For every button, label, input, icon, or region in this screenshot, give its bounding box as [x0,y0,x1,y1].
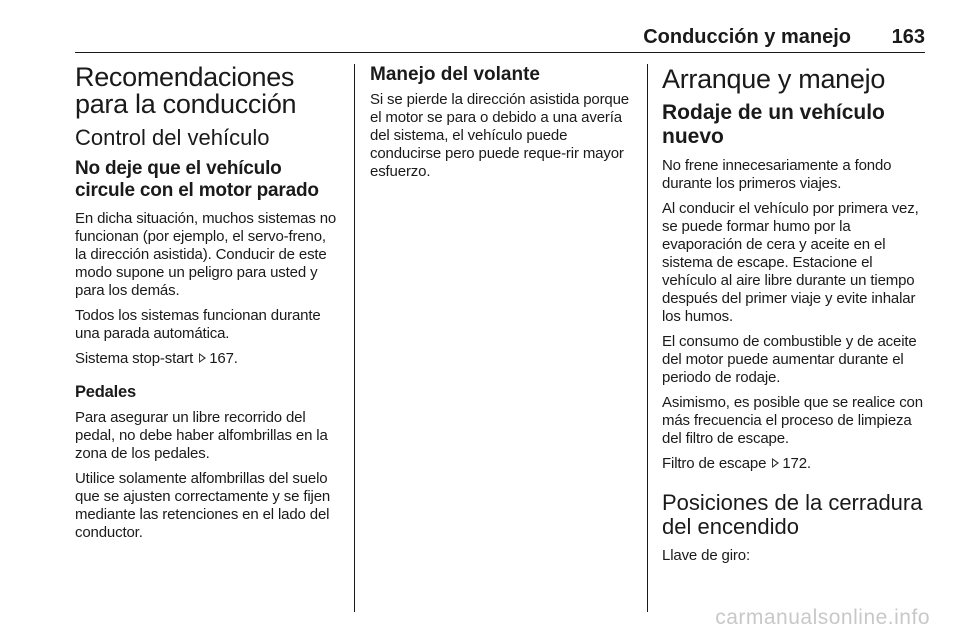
paragraph: En dicha situación, muchos sistemas no funcionan (por ejemplo, el servo-freno, la dirección asistida). Conducir de este modo supone un peligro para usted y para los demás. [75,210,337,299]
subsection-vehicle-control: Control del vehículo [75,125,270,150]
chapter-title: Conducción y manejo [643,26,851,48]
paragraph: Para asegurar un libre recorrido del pedal, no debe haber alfombrillas en la zona de los pedales. [75,409,328,462]
reference-text: Sistema stop-start [75,350,194,367]
reference-page: 172. [782,455,811,472]
paragraph: Al conducir el vehículo por primera vez, se puede formar humo por la evaporación de cera y aceite en el sistema de escape. Estacione el vehículo al aire libre durante un tiempo después del primer viaje y evite inhalar los humos. [662,200,919,325]
column-2 [370,64,635,188]
page-reference-arrow-icon [772,458,779,468]
page-reference-arrow-icon [199,353,206,363]
paragraph: Si se pierde la dirección asistida porque el motor se para o debido a una avería del sistema, el vehículo puede conducirse pero puede reque-rir mayor esfuerzo. [370,91,630,180]
subsection-running-in: Rodaje de un vehículo nuevo [662,101,885,148]
page-header [75,24,925,53]
section-heading-starting: Arranque y manejo [662,64,886,94]
column-3 [662,64,927,572]
paragraph: El consumo de combustible y de aceite del motor puede aumentar durante el periodo de rodaje. [662,333,917,386]
column-1 [75,64,340,549]
paragraph: Asimismo, es posible que se realice con más frecuencia el proceso de limpieza del filtro de escape. [662,394,923,447]
watermark: carmanualsonline.info [715,606,930,629]
cross-reference[interactable] [75,350,340,368]
section-heading-driving-tips: Recomendaciones para la conducción [75,62,297,119]
column-divider-2 [647,64,648,612]
column-divider-1 [354,64,355,612]
paragraph: No frene innecesariamente a fondo durante los primeros viajes. [662,157,892,192]
page-number: 163 [891,26,925,48]
cross-reference[interactable] [662,455,927,473]
reference-page: 167. [209,350,238,367]
paragraph: Llave de giro: [662,547,750,564]
paragraph: Utilice solamente alfombrillas del suelo que se ajusten correctamente y se fijen mediante las retenciones en el lado del conductor. [75,470,331,541]
heading-engine-off: No deje que el vehículo circule con el motor parado [75,158,319,201]
subsection-ignition-positions: Posiciones de la cerradura del encendido [662,490,923,539]
paragraph: Todos los sistemas funcionan durante una parada automática. [75,307,321,342]
reference-text: Filtro de escape [662,455,767,472]
heading-pedals: Pedales [75,383,136,401]
heading-steering: Manejo del volante [370,64,540,85]
